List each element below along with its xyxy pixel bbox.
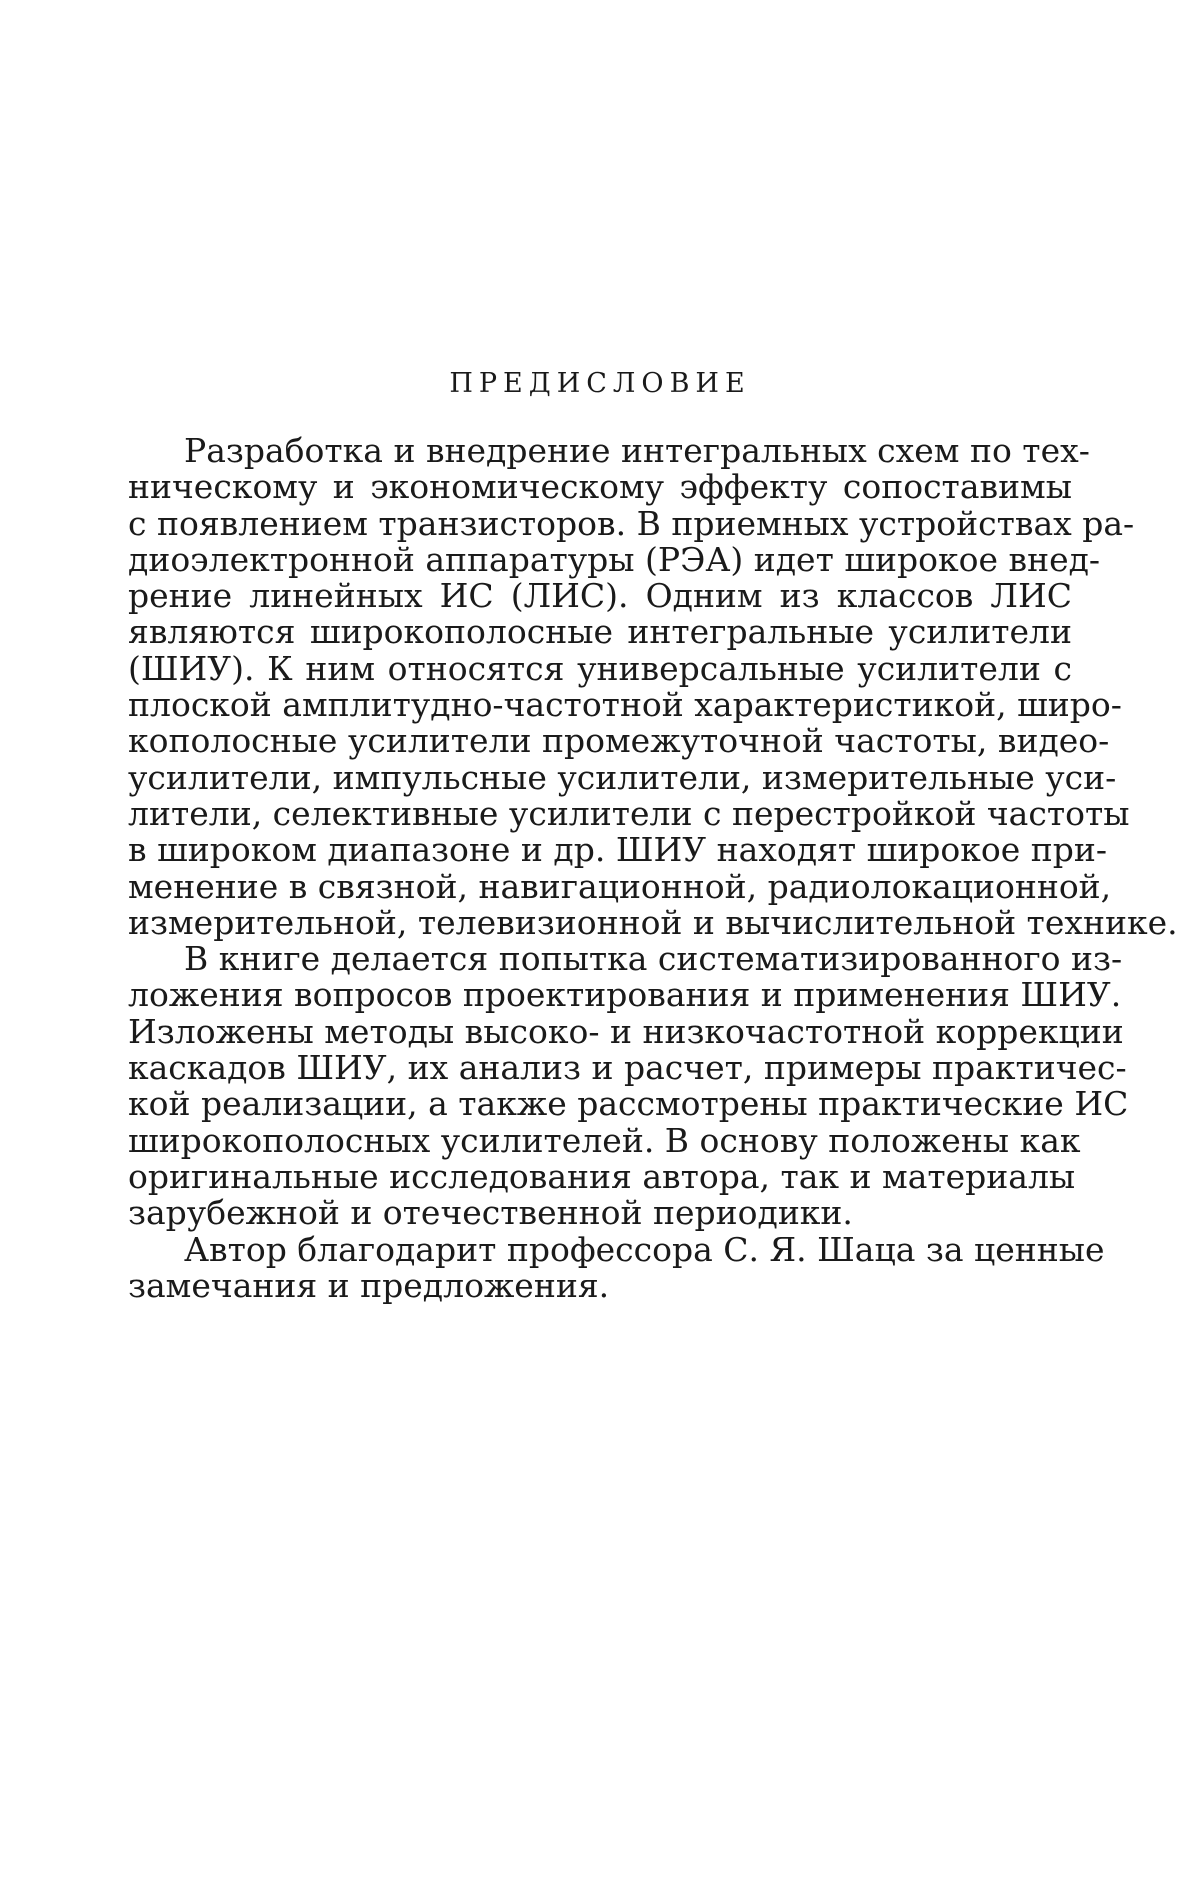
text-line: Разработка и внедрение интегральных схем по тех- <box>184 431 1090 470</box>
text-line: измерительной, телевизионной и вычислительной технике. <box>128 902 1178 942</box>
text-line: (ШИУ). К ним относятся универсальные усилители с <box>128 648 1072 688</box>
text-line: ническому и экономическому эффекту сопоставимы <box>128 467 1072 507</box>
text-line: В книге делается попытка систематизированного из- <box>184 939 1123 979</box>
text-line: ложения вопросов проектирования и применения ШИУ. <box>128 975 1122 1015</box>
text-line: лители, селективные усилители с перестройкой частоты <box>128 793 1130 833</box>
text-line: кополосные усилители промежуточной частоты, видео- <box>128 721 1110 761</box>
text-line: рение линейных ИС (ЛИС). Одним из классов ЛИС <box>128 576 1072 616</box>
text-line: широкополосных усилителей. В основу положены как <box>128 1120 1081 1160</box>
text-line: каскадов ШИУ, их анализ и расчет, примеры практичес- <box>128 1048 1127 1088</box>
page-title: ПРЕДИСЛОВИЕ <box>449 368 751 399</box>
preface-text <box>128 431 1178 1305</box>
text-line: зарубежной и отечественной периодики. <box>128 1193 853 1233</box>
text-line: плоской амплитудно-частотной характеристикой, широ- <box>128 685 1122 725</box>
text-line: диоэлектронной аппаратуры (РЭА) идет широкое внед- <box>128 539 1101 579</box>
text-line: с появлением транзисторов. В приемных устройствах ра- <box>128 503 1135 543</box>
text-line: являются широкополосные интегральные усилители <box>128 612 1072 652</box>
text-line: усилители, импульсные усилители, измерительные уси- <box>128 757 1117 797</box>
text-line: в широком диапазоне и др. ШИУ находят широкое при- <box>128 830 1108 870</box>
text-line: кой реализации, а также рассмотрены практические ИС <box>128 1084 1129 1124</box>
text-line: менение в связной, навигационной, радиолокационной, <box>128 866 1112 906</box>
text-line: оригинальные исследования автора, так и материалы <box>128 1156 1076 1196</box>
text-line: Автор благодарит профессора С. Я. Шаца за ценные <box>184 1229 1105 1269</box>
text-line: Изложены методы высоко- и низкочастотной коррекции <box>128 1011 1124 1051</box>
text-line: замечания и предложения. <box>128 1265 610 1305</box>
